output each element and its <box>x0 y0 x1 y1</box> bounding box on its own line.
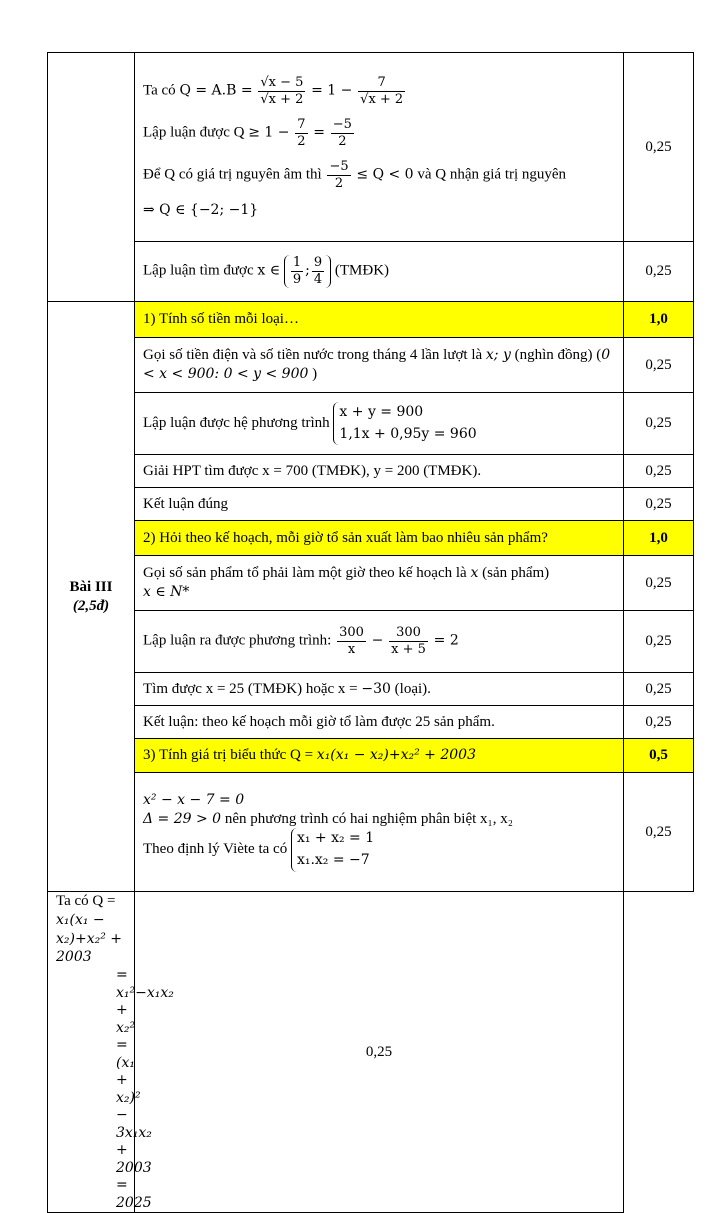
score: 0,25 <box>624 611 694 673</box>
numerator: 300 <box>339 625 364 641</box>
part-points: (2,5đ) <box>72 597 110 614</box>
table-row <box>48 488 694 521</box>
table-row <box>48 673 694 706</box>
text: Gọi số tiền điện và số tiền nước trong tháng 4 lần lượt là <box>143 347 483 364</box>
text: Lập luận được hệ phương trình <box>143 414 330 431</box>
math: x ∈ N* <box>143 584 190 600</box>
score: 0,25 <box>624 488 694 521</box>
table-row <box>48 611 694 673</box>
table-row <box>48 455 694 488</box>
score: 0,25 <box>624 773 694 892</box>
math: = 1 − <box>311 82 353 99</box>
q-line-4: ⇒ Q ∈ {−2; −1} <box>143 201 259 218</box>
vieta-line <box>143 828 615 871</box>
row-x-set <box>135 242 624 302</box>
text: và Q nhận giá trị nguyên <box>417 166 567 183</box>
text: (nghìn đồng) ( <box>514 347 602 364</box>
table-row <box>48 302 694 338</box>
math: Δ = 29 > 0 <box>143 810 222 827</box>
math: 0 < x < 900: 0 < y < 900 <box>143 347 611 382</box>
row-vieta <box>135 773 624 892</box>
quadratic: x² − x − 7 = 0 <box>143 792 245 809</box>
fraction <box>389 625 428 657</box>
score: 0,25 <box>624 338 694 393</box>
math: ≤ Q < 0 <box>356 166 414 183</box>
equation: x₁.x₂ = −7 <box>296 852 370 869</box>
text: Gọi số sản phẩm tổ phải làm một giờ theo kế hoạch là <box>143 565 467 582</box>
table-row <box>48 556 694 611</box>
math: −30 <box>361 680 391 697</box>
q-value-line-1 <box>56 892 126 967</box>
table-row <box>48 338 694 393</box>
numerator: −5 <box>329 159 349 175</box>
math: = 2 <box>433 632 459 649</box>
grading-table <box>47 52 694 1213</box>
numerator: 300 <box>389 625 428 642</box>
math: x₁(x₁ − x₂)+x₂² + 2003 <box>56 911 123 966</box>
delta-line <box>143 810 615 829</box>
score: 0,25 <box>624 53 694 242</box>
q-line-2 <box>143 117 615 149</box>
table-row <box>48 739 694 773</box>
table-row <box>48 892 694 1213</box>
numerator: 1 <box>292 255 302 271</box>
table-row <box>48 521 694 556</box>
set-brace <box>284 255 331 287</box>
denominator: 2 <box>338 133 347 149</box>
score: 0,25 <box>135 892 624 1213</box>
part-label: Bài III <box>69 578 113 595</box>
fraction <box>358 75 405 107</box>
math: ≥ 1 − <box>248 124 290 141</box>
score: 0,25 <box>624 556 694 611</box>
row-conclusion-2: Kết luận: theo kế hoạch mỗi giờ tổ làm được 25 sản phẩm. <box>135 706 624 739</box>
row-system <box>135 393 624 455</box>
separator: ; <box>305 262 310 279</box>
row-define-x <box>135 556 624 611</box>
row-q-value <box>48 892 174 1213</box>
text: Ta có <box>143 82 176 99</box>
table-row <box>48 706 694 739</box>
q-line-3 <box>143 159 615 191</box>
text: Tìm được x = 25 (TMĐK) hoặc x = <box>143 680 358 697</box>
equation-system <box>333 402 476 445</box>
score: 0,25 <box>624 673 694 706</box>
denominator: x <box>347 642 356 657</box>
numerator: 7 <box>297 117 306 133</box>
text: Lập luận tìm được <box>143 262 254 279</box>
numerator: √x − 5 <box>260 74 304 90</box>
math: = <box>313 124 325 141</box>
text: 3) Tính giá trị biểu thức Q = <box>143 747 314 764</box>
text: (TMĐK) <box>334 262 390 279</box>
denominator: 4 <box>313 272 323 287</box>
table-row <box>48 393 694 455</box>
score: 0,25 <box>624 706 694 739</box>
denominator: x + 5 <box>391 642 426 657</box>
math: x; y <box>485 347 511 364</box>
text: Để Q có giá trị nguyên âm thì <box>143 166 322 183</box>
score: 0,5 <box>624 739 694 773</box>
part-label-cell <box>48 302 135 892</box>
row-solve-x <box>135 673 624 706</box>
q-value-line-2: = x₁²−x₁x₂ + x₂² = (x₁ + x₂)² − 3x₁x₂ + 2003 = 2025 <box>116 967 174 1211</box>
equation: x + y = 900 <box>339 403 424 420</box>
table-row <box>48 242 694 302</box>
text: (sản phẩm) <box>482 565 550 582</box>
section-heading-3 <box>135 739 624 773</box>
text: Lập luận được Q <box>143 124 245 141</box>
row-solve-system: Giải HPT tìm được x = 700 (TMĐK), y = 200 (TMĐK). <box>135 455 624 488</box>
score: 0,25 <box>624 455 694 488</box>
fraction <box>312 255 324 287</box>
row-define-variables <box>135 338 624 393</box>
text: ) <box>312 366 318 382</box>
math: − <box>371 632 384 649</box>
section-heading-2: 2) Hỏi theo kế hoạch, mỗi giờ tổ sản xuất làm bao nhiêu sản phẩm? <box>135 521 624 556</box>
score: 1,0 <box>624 302 694 338</box>
math: x <box>470 565 479 582</box>
denominator: 9 <box>292 272 302 287</box>
equation: 1,1x + 0,95y = 960 <box>339 425 477 442</box>
fraction <box>258 75 305 107</box>
table-row <box>48 773 694 892</box>
fraction <box>327 159 350 191</box>
text: (loại). <box>394 680 431 697</box>
text: Lập luận ra được phương trình: <box>143 632 332 649</box>
fraction <box>331 117 354 149</box>
equation: x₁ + x₂ = 1 <box>296 830 375 847</box>
empty-part-cell <box>48 53 135 302</box>
text: Theo định lý Viète ta có <box>143 841 288 858</box>
score: 0,25 <box>624 242 694 302</box>
table-row <box>48 53 694 242</box>
score: 0,25 <box>624 393 694 455</box>
math: x ∈ <box>257 262 281 279</box>
math: x₁(x₁ − x₂)+x₂² + 2003 <box>316 747 476 764</box>
denominator: 2 <box>297 133 306 149</box>
math: Q = A.B = <box>179 82 253 99</box>
score: 1,0 <box>624 521 694 556</box>
text: nên phương trình có hai nghiệm phân biệt x₁, x₂ <box>224 810 513 827</box>
denominator: √x + 2 <box>260 91 304 107</box>
section-heading-1: 1) Tính số tiền mỗi loại… <box>135 302 624 338</box>
row-equation <box>135 611 624 673</box>
q-line-1 <box>143 75 615 107</box>
equation-system <box>291 828 374 871</box>
row-q-derivation <box>135 53 624 242</box>
row-conclusion: Kết luận đúng <box>135 488 624 521</box>
numerator: 9 <box>313 255 323 271</box>
text: Ta có Q = <box>56 893 116 909</box>
fraction <box>337 625 366 657</box>
numerator: 7 <box>358 75 405 92</box>
fraction <box>291 255 303 287</box>
denominator: √x + 2 <box>360 91 404 107</box>
fraction <box>295 117 307 149</box>
denominator: 2 <box>334 175 344 191</box>
numerator: −5 <box>332 117 352 133</box>
